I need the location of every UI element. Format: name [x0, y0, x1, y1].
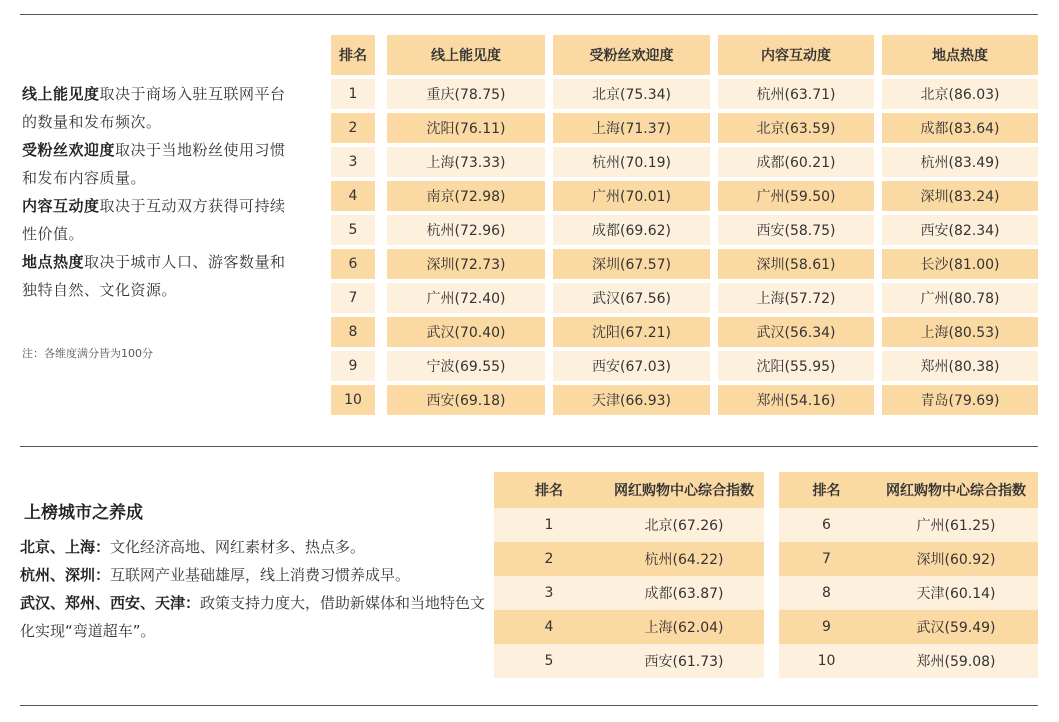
table-cell: 广州(80.78)	[882, 283, 1038, 313]
desc-item	[22, 248, 292, 304]
desc-term: 地点热度	[22, 253, 85, 271]
desc-term: 线上能见度	[22, 85, 100, 103]
table-cell: 武汉(59.49)	[874, 610, 1038, 644]
section-item	[20, 589, 490, 645]
table-header-cell: 线上能见度	[387, 35, 545, 75]
table-cell: 深圳(60.92)	[874, 542, 1038, 576]
table-cell: 广州(70.01)	[553, 181, 710, 211]
table-cell: 长沙(81.00)	[882, 249, 1038, 279]
table-header-cell: 地点热度	[882, 35, 1038, 75]
desc-item	[22, 136, 292, 192]
table-cell: 成都(83.64)	[882, 113, 1038, 143]
table-cell: 杭州(64.22)	[604, 542, 764, 576]
table-header-cell: 排名	[494, 472, 604, 508]
table-cell: 上海(57.72)	[718, 283, 874, 313]
table-cell: 成都(69.62)	[553, 215, 710, 245]
table-cell: 天津(66.93)	[553, 385, 710, 415]
table-header-cell: 网红购物中心综合指数	[874, 472, 1038, 508]
table-cell: 武汉(56.34)	[718, 317, 874, 347]
table-cell: 5	[494, 644, 604, 678]
table-cell: 9	[331, 351, 375, 381]
table-header-cell: 排名	[779, 472, 874, 508]
table-cell: 深圳(83.24)	[882, 181, 1038, 211]
desc-text: 取决于互动双方获得可持续性价值。	[22, 197, 286, 243]
table-cell: 郑州(59.08)	[874, 644, 1038, 678]
desc-term: 内容互动度	[22, 197, 100, 215]
table-cell: 4	[494, 610, 604, 644]
table-cell: 郑州(54.16)	[718, 385, 874, 415]
section-text: 互联网产业基础雄厚，线上消费习惯养成早。	[110, 566, 411, 584]
table-cell: 8	[779, 576, 874, 610]
table-cell: 天津(60.14)	[874, 576, 1038, 610]
desc-text: 取决于商场入驻互联网平台的数量和发布频次。	[22, 85, 286, 131]
table-cell: 深圳(72.73)	[387, 249, 545, 279]
table-cell: 6	[779, 508, 874, 542]
table-cell: 10	[331, 385, 375, 415]
table-header-cell: 内容互动度	[718, 35, 874, 75]
table-cell: 西安(69.18)	[387, 385, 545, 415]
table-cell: 南京(72.98)	[387, 181, 545, 211]
table-cell: 宁波(69.55)	[387, 351, 545, 381]
desc-text: 取决于当地粉丝使用习惯和发布内容质量。	[22, 141, 286, 187]
table-cell: 6	[331, 249, 375, 279]
table-cell: 2	[494, 542, 604, 576]
table-cell: 北京(75.34)	[553, 79, 710, 109]
table-cell: 广州(61.25)	[874, 508, 1038, 542]
table-header-cell: 排名	[331, 35, 375, 75]
table-cell: 上海(73.33)	[387, 147, 545, 177]
table-cell: 北京(86.03)	[882, 79, 1038, 109]
table-cell: 7	[779, 542, 874, 576]
table-cell: 杭州(70.19)	[553, 147, 710, 177]
footnote: 注：各维度满分皆为100分	[22, 347, 153, 360]
table-cell: 西安(61.73)	[604, 644, 764, 678]
table-cell: 沈阳(67.21)	[553, 317, 710, 347]
table-cell: 深圳(58.61)	[718, 249, 874, 279]
table-cell: 北京(63.59)	[718, 113, 874, 143]
desc-item	[22, 80, 292, 136]
section-term: 武汉、郑州、西安、天津：	[20, 594, 201, 612]
table-cell: 青岛(79.69)	[882, 385, 1038, 415]
desc-term: 受粉丝欢迎度	[22, 141, 116, 159]
table-cell: 西安(82.34)	[882, 215, 1038, 245]
table-cell: 上海(71.37)	[553, 113, 710, 143]
table-cell: 7	[331, 283, 375, 313]
table-cell: 武汉(70.40)	[387, 317, 545, 347]
section-text: 文化经济高地、网红素材多、热点多。	[110, 538, 366, 556]
table-cell: 上海(62.04)	[604, 610, 764, 644]
table-cell: 3	[331, 147, 375, 177]
section-description	[20, 533, 490, 645]
table-cell: 西安(67.03)	[553, 351, 710, 381]
bottom-divider	[20, 705, 1038, 706]
section-item	[20, 533, 490, 561]
table-cell: 杭州(63.71)	[718, 79, 874, 109]
table-header-cell: 网红购物中心综合指数	[604, 472, 764, 508]
dimension-descriptions	[22, 80, 292, 304]
table-cell: 杭州(83.49)	[882, 147, 1038, 177]
table-cell: 西安(58.75)	[718, 215, 874, 245]
table-cell: 杭州(72.96)	[387, 215, 545, 245]
section-text: 政策支持力度大，借助新媒体和当地特色文化实现“弯道超车”。	[20, 594, 486, 640]
section-title: 上榜城市之养成	[24, 503, 143, 523]
table-cell: 9	[779, 610, 874, 644]
table-cell: 3	[494, 576, 604, 610]
table-cell: 沈阳(55.95)	[718, 351, 874, 381]
table-cell: 1	[331, 79, 375, 109]
table-cell: 4	[331, 181, 375, 211]
table-cell: 上海(80.53)	[882, 317, 1038, 347]
section-term: 杭州、深圳：	[20, 566, 111, 584]
table-cell: 广州(72.40)	[387, 283, 545, 313]
table-cell: 广州(59.50)	[718, 181, 874, 211]
table-cell: 重庆(78.75)	[387, 79, 545, 109]
section-item	[20, 561, 490, 589]
table-cell: 2	[331, 113, 375, 143]
top-divider	[20, 14, 1038, 15]
middle-divider	[20, 446, 1038, 447]
table-header-cell: 受粉丝欢迎度	[553, 35, 710, 75]
table-cell: 沈阳(76.11)	[387, 113, 545, 143]
table-cell: 成都(60.21)	[718, 147, 874, 177]
table-cell: 郑州(80.38)	[882, 351, 1038, 381]
section-term: 北京、上海：	[20, 538, 111, 556]
desc-text: 取决于城市人口、游客数量和独特自然、文化资源。	[22, 253, 286, 299]
table-cell: 成都(63.87)	[604, 576, 764, 610]
table-cell: 武汉(67.56)	[553, 283, 710, 313]
table-cell: 北京(67.26)	[604, 508, 764, 542]
table-cell: 8	[331, 317, 375, 347]
table-cell: 10	[779, 644, 874, 678]
table-cell: 1	[494, 508, 604, 542]
table-cell: 5	[331, 215, 375, 245]
desc-item	[22, 192, 292, 248]
table-cell: 深圳(67.57)	[553, 249, 710, 279]
